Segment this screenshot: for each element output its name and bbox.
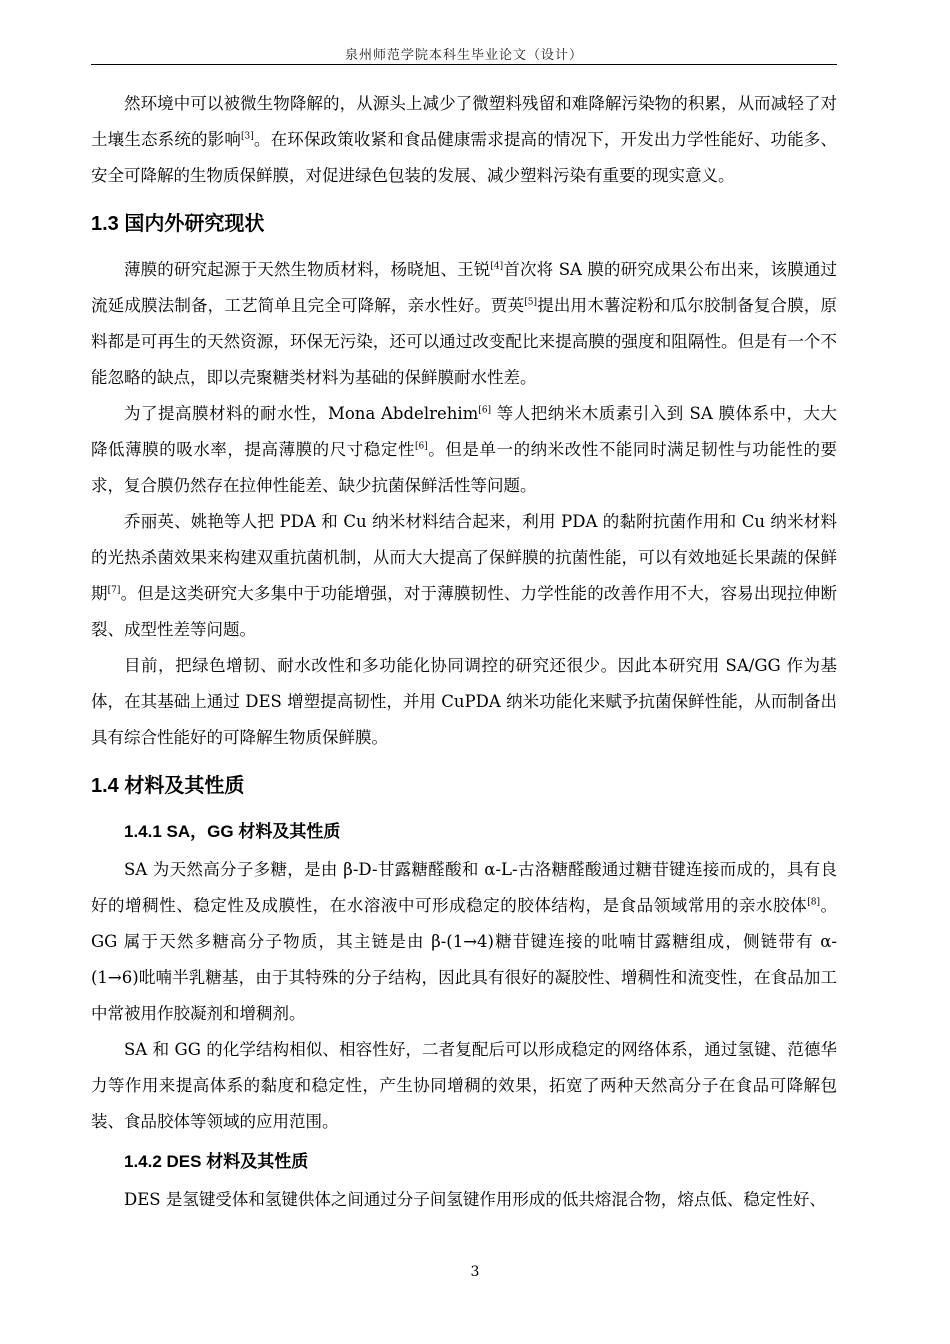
paragraph-3 bbox=[91, 504, 837, 648]
section-heading-1-3: 1.3 国内外研究现状 bbox=[91, 213, 265, 235]
paragraph-intro bbox=[91, 86, 837, 194]
paragraph-1 bbox=[91, 252, 837, 396]
text-run: 薄膜的研究起源于天然生物质材料，杨晓旭、王锐 bbox=[124, 260, 491, 279]
text-run: 为了提高膜材料的耐水性，Mona Abdelrehim bbox=[124, 404, 479, 423]
subsection-heading-1-4-1: 1.4.1 SA，GG 材料及其性质 bbox=[124, 822, 341, 841]
text-run: 提出用木薯淀粉和瓜尔胶制备复合膜，原料都是可再生的天然资源，环保无污染，还可以通过改变配比来提高膜的强度和阻隔性。但是有一个不能忽略的缺点，即以壳聚糖类材料为基础的保鲜膜耐水性差。 bbox=[91, 296, 838, 387]
citation: [3] bbox=[240, 131, 254, 142]
text-run: 。但是这类研究大多集中于功能增强，对于薄膜韧性、力学性能的改善作用不大，容易出现拉伸断裂、成型性差等问题。 bbox=[91, 584, 838, 639]
paragraph-6: SA 和 GG 的化学结构相似、相容性好，二者复配后可以形成稳定的网络体系，通过氢键、范德华力等作用来提高体系的黏度和稳定性，产生协同增稠的效果，拓宽了两种天然高分子在食品可降解包装、食品胶体等领域的应用范围。 bbox=[91, 1040, 837, 1131]
page-number: 3 bbox=[470, 1264, 480, 1280]
citation: [8] bbox=[807, 897, 820, 908]
text-run: 等人把纳米木质素引入到 SA 膜体系中，大大降低薄膜的吸水率，提高薄膜的尺寸稳定性 bbox=[91, 404, 837, 459]
text-run: SA 为天然高分子多糖，是由 β-D-甘露糖醛酸和 α-L-古洛糖醛酸通过糖苷键连接而成的，具有良好的增稠性、稳定性及成膜性，在水溶液中可形成稳定的胶体结构，是食品领域常用的亲水胶体 bbox=[91, 860, 837, 915]
citation: [5] bbox=[524, 297, 538, 308]
text-run: 。GG 属于天然多糖高分子物质，其主链是由 β-(1→4)糖苷键连接的吡喃甘露糖组成，侧链带有 α-(1→6)吡喃半乳糖基，由于其特殊的分子结构，因此具有很好的凝胶性、增稠性和流变性，在食品加工中常被用作胶凝剂和增稠剂。 bbox=[91, 896, 838, 1023]
paragraph-7: DES 是氢键受体和氢键供体之间通过分子间氢键作用形成的低共熔混合物，熔点低、稳定性好、 bbox=[124, 1190, 826, 1209]
citation: [4] bbox=[490, 261, 504, 272]
paragraph-4: 目前，把绿色增韧、耐水改性和多功能化协同调控的研究还很少。因此本研究用 SA/GG 作为基体，在其基础上通过 DES 增塑提高韧性，并用 CuPDA 纳米功能化来赋予抗菌保鲜性能，从而制备出具有综合性能好的可降解生物质保鲜膜。 bbox=[91, 656, 837, 747]
citation: [6] bbox=[478, 405, 492, 416]
citation: [7] bbox=[107, 585, 121, 596]
subsection-heading-1-4-2: 1.4.2 DES 材料及其性质 bbox=[124, 1152, 309, 1171]
text-run: 首次将 SA 膜的研究成果公布出来，该膜通过流延成膜法制备，工艺简单且完全可降解，亲水性好。贾英 bbox=[91, 260, 837, 315]
text-run: 。但是单一的纳米改性不能同时满足韧性与功能性的要求，复合膜仍然存在拉伸性能差、缺少抗菌保鲜活性等问题。 bbox=[91, 440, 838, 495]
text-run: 乔丽英、姚艳等人把 PDA 和 Cu 纳米材料结合起来，利用 PDA 的黏附抗菌作用和 Cu 纳米材料的光热杀菌效果来构建双重抗菌机制，从而大大提高了保鲜膜的抗菌性能，可以有效地延长果蔬的保鲜期 bbox=[91, 512, 837, 603]
citation: [6] bbox=[415, 441, 428, 452]
body-text bbox=[91, 86, 837, 1218]
paragraph-2 bbox=[91, 396, 837, 504]
section-heading-1-4: 1.4 材料及其性质 bbox=[91, 775, 245, 797]
running-header: 泉州师范学院本科生毕业论文（设计） bbox=[344, 48, 583, 63]
text-run: 。在环保政策收紧和食品健康需求提高的情况下，开发出力学性能好、功能多、安全可降解的生物质保鲜膜，对促进绿色包装的发展、减少塑料污染有重要的现实意义。 bbox=[91, 130, 838, 185]
header-rule bbox=[91, 64, 837, 65]
text-run: 然环境中可以被微生物降解的，从源头上减少了微塑料残留和难降解污染物的积累，从而减轻了对土壤生态系统的影响 bbox=[91, 94, 837, 149]
paragraph-5 bbox=[91, 852, 837, 1032]
